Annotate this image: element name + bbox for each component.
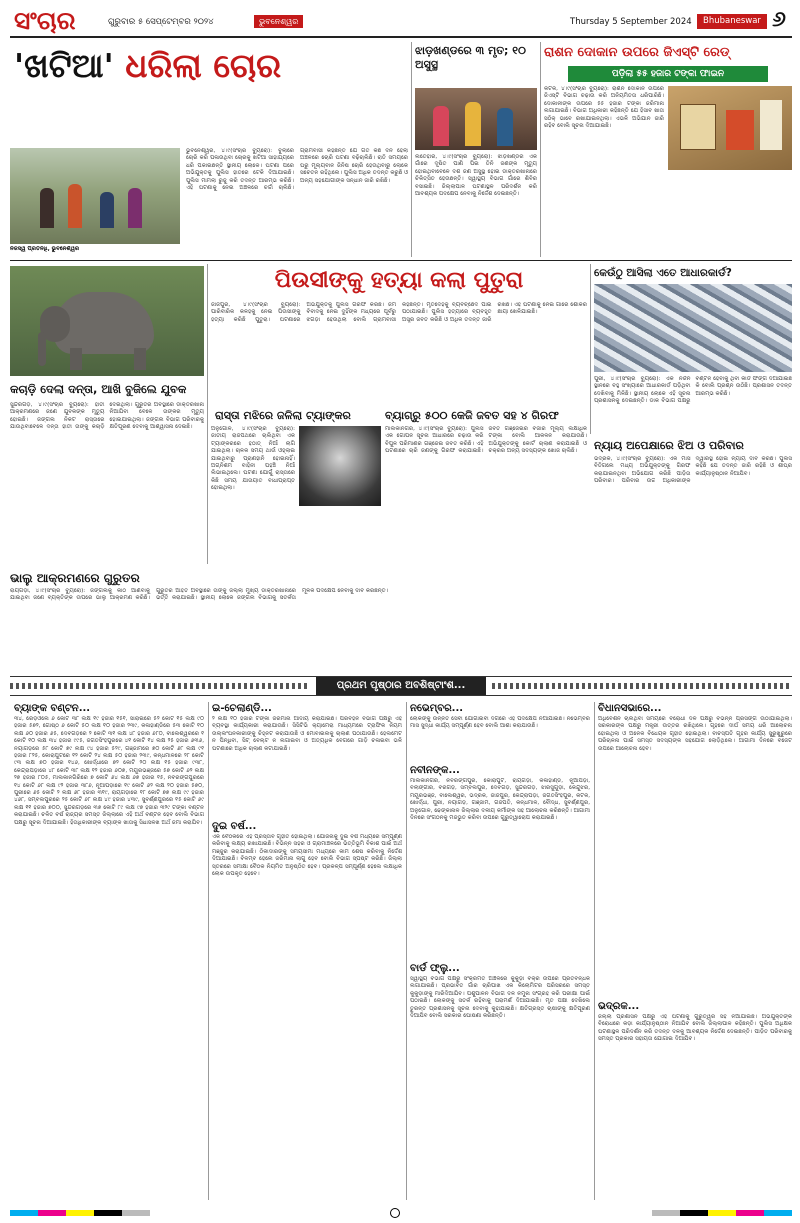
tanker-headline: ରାସ୍ତା ମଝିରେ ଜଳିଲା ଟ୍ୟାଙ୍କର	[215, 409, 351, 422]
reg-bar-left	[10, 1210, 150, 1216]
story-justice	[594, 436, 792, 568]
murder-headline: ପିଉସୀଙ୍କୁ ହତ୍ୟା କଲା ପୁତୁରା	[274, 268, 524, 293]
khatia-headline	[14, 44, 281, 88]
story-bear	[10, 570, 588, 640]
story-elephant	[10, 264, 204, 568]
continuation-col3	[410, 702, 590, 1200]
justice-headline: ନ୍ୟାୟ ଅପେକ୍ଷାରେ ଝିଅ ଓ ପରିବାର	[594, 439, 744, 452]
col3-body3: ସ୍ୱାସ୍ଥ୍ୟ ବିଭାଗ ପକ୍ଷରୁ ସଂକ୍ରମିତ ଅଞ୍ଚଳରେ କୁକୁଡ଼ା ବିକ୍ରି ଉପରେ ପ୍ରତିବନ୍ଧକ ଲଗାଯାଇଛି। ପ୍ରଭାବିତ ଗାଁର ଚାରିପାଖ ଏକ କିଲୋମିଟର ପରିସରରେ ସମସ୍ତ କୁକୁଡ଼ାଙ୍କୁ ମାରିଦିଆଯିବ। ପଶୁପାଳନ ବିଭାଗ ଦଳ ନମୁନା ସଂଗ୍ରହ କରି ପରୀକ୍ଷା ପାଇଁ ପଠାଇଛି। ଲୋକଙ୍କୁ ସତର୍କ ରହିବାକୁ ପରାମର୍ଶ ଦିଆଯାଇଛି। ମୃତ ପକ୍ଷୀ ଦେଖିଲେ ତୁରନ୍ତ ପ୍ରଶାସନକୁ ସୂଚନା ଦେବାକୁ କୁହାଯାଇଛି। କ୍ଷତିଗ୍ରସ୍ତ ଚାଷୀଙ୍କୁ କ୍ଷତିପୂରଣ ଦିଆଯିବ ବୋଲି ସରକାର ଘୋଷଣା କରିଛନ୍ତି।	[410, 976, 590, 1020]
col2-body2: ଏକ ବୈଠକରେ ଏହି ପ୍ରସ୍ତାବ ଗୃହୀତ ହୋଇଥିଲା। ଯୋଜନାକୁ ଦୁଇ ବର୍ଷ ମଧ୍ୟରେ ସମ୍ପୂର୍ଣ୍ଣ କରିବାକୁ ଲକ୍ଷ୍ୟ ରଖାଯାଇଛି। ବିଭିନ୍ନ ସହର ଓ ଗ୍ରାମାଞ୍ଚଳରେ ଭିତ୍ତିଭୂମି ବିକାଶ ପାଇଁ ଅର୍ଥ ମଞ୍ଜୁର କରାଯାଇଛି। ଠିକାଦାରଙ୍କୁ ସମୟସୀମା ମଧ୍ୟରେ କାମ ଶେଷ କରିବାକୁ ନିର୍ଦ୍ଦେଶ ଦିଆଯାଇଛି। ବିଳମ୍ବ ହେଲେ ଜରିମାନା ଲାଗୁ ହେବ ବୋଲି ବିଭାଗ ସ୍ପଷ୍ଟ କରିଛି। ଜିଲ୍ଲା ସ୍ତରରେ ସମୀକ୍ଷା ବୈଠକ ନିୟମିତ ଅନୁଷ୍ଠିତ ହେବ। ପ୍ରକଳ୍ପ ସମ୍ପୂର୍ଣ୍ଣ ହେଲେ ଲକ୍ଷାଧିକ ଲୋକ ଉପକୃତ ହେବେ।	[212, 834, 402, 878]
page-number: ୬	[772, 7, 786, 32]
story-murder	[211, 264, 587, 404]
col3-body2: ମାଲକାନଗିରି, ନବରଙ୍ଗପୁର, କୋରାପୁଟ, ରାୟଗଡ଼ା, କଳାହାଣ୍ଡି, ନୂଆପଡ଼ା, ବଲାଙ୍ଗୀର, ବରଗଡ଼, ସମ୍ବଲପୁର, ଦେବଗଡ଼, ସୁନ୍ଦରଗଡ଼, ଝାରସୁଗୁଡ଼ା, କେନ୍ଦୁଝର, ମୟୂରଭଞ୍ଜ, ବାଲେଶ୍ୱର, ଭଦ୍ରକ, ଜାଜପୁର, କେନ୍ଦ୍ରାପଡ଼ା, ଜଗତସିଂହପୁର, କଟକ, ଖୋର୍ଦ୍ଧା, ପୁରୀ, ନୟାଗଡ଼, ଗଞ୍ଜାମ, ଗଜପତି, କନ୍ଧମାଳ, ବୌଦ୍ଧ, ସୁବର୍ଣ୍ଣପୁର, ଅନୁଗୋଳ, ଢେଙ୍କାନାଳ ଜିଲ୍ଲାର ଦଳୀୟ କର୍ମୀଙ୍କ ସହ ଆଲୋଚନା କରିଛନ୍ତି। ଆଗାମୀ ଦିନରେ ସଂଗଠନକୁ ମଜଭୁତ କରିବା ଉପରେ ଗୁରୁତ୍ୱାରୋପ କରାଯାଇଛି।	[410, 778, 590, 822]
col2-head2: ଦୁଇ ବର୍ଷ...	[212, 821, 257, 832]
masthead-logo: ସଂଚାର	[14, 6, 76, 35]
story-jharkhand	[415, 42, 537, 257]
tanker-photo	[299, 426, 381, 506]
khatia-headline-rest: ଧରିଲା ଚୋର	[125, 46, 282, 85]
murder-body: ଜାଜପୁର, ୪।୯(ସଂଚାର ବ୍ୟୁରୋ): ପାରିବାରିକ କଳହକୁ ନେଇ ପିଉସୀଙ୍କୁ ହତ୍ୟା କରିଛି ପୁତୁରା। ଘଟଣାରେ ଅଭିଯୁକ୍ତକୁ ପୁଲିସ ଗିରଫ କରିଛି। ଜମି ବିବାଦକୁ ନେଇ ଦୁହିଁଙ୍କ ମଧ୍ୟରେ ପୂର୍ବରୁ ଝଗଡ଼ା ହେଉଥିଲା ବୋଲି ଗ୍ରାମବାସୀ କହିଛନ୍ତି। ମୃତଦେହକୁ ବ୍ୟବଚ୍ଛେଦ ପାଇଁ ପଠାଯାଇଛି। ପୁଲିସ ହତ୍ୟାରେ ବ୍ୟବହୃତ ଅସ୍ତ୍ର ଜବତ କରିଛି ଓ ଅଧିକ ତଦନ୍ତ ଜାରି ରଖିଛି। ଏହି ଘଟଣାକୁ ନେଇ ଗାଁରେ ଶୋକର ଛାୟା ଖେଳିଯାଇଛି।	[211, 302, 587, 323]
story-ration	[544, 42, 792, 257]
story-khatia	[10, 42, 408, 257]
jharkhand-photo	[415, 88, 537, 150]
aadhaar-photo	[594, 284, 792, 372]
col2-body: ୨ ଲକ୍ଷ ୧୦ ହଜାର ଟଙ୍କା ଜରିମାନା ଆଦାୟ କରାଯାଇଛି। ପରିବହନ ବିଭାଗ ପକ୍ଷରୁ ଏହି ବ୍ୟବସ୍ଥା କାର୍ଯ୍ୟକାରୀ କରାଯାଉଛି। ସିସିଟିଭି କ୍ୟାମେରା ମାଧ୍ୟମରେ ଟ୍ରାଫିକ ନିୟମ ଉଲ୍ଲଂଘନକାରୀଙ୍କୁ ଚିହ୍ନଟ କରାଯାଉଛି ଓ ମୋବାଇଲକୁ ଚାଲାଣ ପଠାଯାଉଛି। ହେଲମେଟ ନ ପିନ୍ଧିବା, ସିଟ୍ ବେଲ୍ଟ ନ ଲଗାଇବା ଓ ଅତ୍ୟଧିକ ବେଗରେ ଗାଡ଼ି ଚଳାଇବା ଭଳି ଘଟଣାରେ ଅଧିକ ଚାଲାଣ କଟାଯାଇଛି।	[212, 716, 402, 752]
col3-head: ନଭେମ୍ବର...	[410, 703, 464, 714]
ganja-headline: ବ୍ୟାଗ୍‌ରୁ ୫୦୦ କେଜି ଜବତ ସହ ୪ ଗିରଫ	[385, 409, 559, 422]
elephant-body: ସୁନ୍ଦରଗଡ଼, ୪।୯(ସଂଚାର ବ୍ୟୁରୋ): ହାତୀ ଆକ୍ରମଣରେ ଜଣେ ଯୁବକଙ୍କ ମୃତ୍ୟୁ ହୋଇଛି। ଜଙ୍ଗଲ ନିକଟ ରାସ୍ତାରେ ଯାଉଥିବାବେଳେ ଦନ୍ତା ହାତୀ ତାଙ୍କୁ କଚାଡ଼ି ଦେଇଥିଲା। ଗୁରୁତର ଅବସ୍ଥାରେ ଡାକ୍ତରଖାନା ନିଆଯିବା ବେଳେ ତାଙ୍କର ମୃତ୍ୟୁ ହୋଇଯାଇଥିଲା। ଜଙ୍ଗଲ ବିଭାଗ ପରିବାରକୁ କ୍ଷତିପୂରଣ ଦେବାକୁ ଆଶ୍ୱାସନା ଦେଇଛି।	[10, 402, 204, 431]
ganja-body: ମାଲକାନଗିରି, ୪।୯(ସଂଚାର ବ୍ୟୁରୋ): ପୁଲିସ ଏକ ଗୋପନ ସୂଚନା ଆଧାରରେ ଚଢ଼ାଉ କରି ବିପୁଳ ପରିମାଣର ଗଞ୍ଜେଇ ଜବତ କରିଛି। ଏହି ଘଟଣାରେ ଚାରି ଜଣଙ୍କୁ ଗିରଫ କରାଯାଇଛି। ଜବତ ଗଞ୍ଜେଇର ବଜାର ମୂଲ୍ୟ ଲକ୍ଷାଧିକ ଟଙ୍କା ବୋଲି ଆକଳନ କରାଯାଉଛି। ଅଭିଯୁକ୍ତଙ୍କୁ କୋର୍ଟ ଚାଲାଣ କରାଯାଇଛି ଓ ଚକ୍ରର ଅନ୍ୟ ସଦସ୍ୟଙ୍କ ଖୋଜ ଚାଲିଛି।	[385, 426, 587, 455]
continuation-col1	[14, 702, 204, 1200]
aadhaar-headline: କେଉଁଠୁ ଆସିଲା ଏତେ ଆଧାରକାର୍ଡ?	[594, 267, 732, 279]
continuation-col4	[598, 702, 792, 1200]
jharkhand-body: ଲତେହାର, ୪।୯(ସଂଚାର ବ୍ୟୁରୋ): ଝାଡ଼ଖଣ୍ଡର ଏକ ଗାଁରେ ଦୂଷିତ ପାଣି ପିଇ ତିନି ଜଣଙ୍କ ମୃତ୍ୟୁ ହୋଇଥିବାବେଳେ ଦଶ ଜଣ ଅସୁସ୍ଥ ହୋଇ ଡାକ୍ତରଖାନାରେ ଚିକିତ୍ସିତ ହେଉଛନ୍ତି। ସ୍ୱାସ୍ଥ୍ୟ ବିଭାଗ ଗାଁରେ ଶିବିର ବସାଇଛି। ଜିଲ୍ଲାପାଳ ଘଟଣାସ୍ଥଳ ପରିଦର୍ଶନ କରି ଆବଶ୍ୟକ ପଦକ୍ଷେପ ନେବାକୁ ନିର୍ଦ୍ଦେଶ ଦେଇଛନ୍ତି।	[415, 154, 537, 198]
reg-bar-right	[652, 1210, 792, 1216]
elephant-photo	[10, 266, 204, 376]
aadhaar-body: ପୁରୀ, ୪।୯(ସଂଚାର ବ୍ୟୁରୋ): ଏକ ନିର୍ଜନ ସ୍ଥାନରେ ବହୁ ସଂଖ୍ୟାରେ ଆଧାରକାର୍ଡ ପଡ଼ିଥିବା ଦେଖିବାକୁ ମିଳିଛି। ସ୍ଥାନୀୟ ଲୋକେ ଏହି ସୂଚନା ପ୍ରଶାସନକୁ ଦେଇଛନ୍ତି। ଡାକ ବିଭାଗ ପକ୍ଷରୁ ବଣ୍ଟନ ହେବାକୁ ଥିବା କାର୍ଡ ଫିଙ୍ଗି ଦିଆଯାଇଛି କି ବୋଲି ପ୍ରଶ୍ନ ଉଠିଛି। ପ୍ରଶାସନ ତଦନ୍ତ ଆରମ୍ଭ କରିଛି।	[594, 376, 792, 405]
col4-head: ବିଧାନସଭାରେ...	[598, 703, 662, 714]
tanker-body: ଅନୁଗୋଳ, ୪।୯(ସଂଚାର ବ୍ୟୁରୋ): ଜାତୀୟ ରାଜପଥରେ ଚାଲିଥିବା ଏକ ଟ୍ୟାଙ୍କରରେ ହଠାତ୍ ନିଆଁ ଲାଗି ଯାଇଥିଲା। ଚାଳକ ସମୟ ଥାଉଁ ଓହ୍ଲାଇ ଯାଇଥିବାରୁ ପ୍ରାଣହାନି ହୋଇନାହିଁ। ଅଗ୍ନିଶମ ବାହିନୀ ପହଞ୍ଚି ନିଆଁ ଲିଭାଇଥିଲେ। ଘଟଣା ଯୋଗୁଁ ରାସ୍ତାରେ କିଛି ସମୟ ଯାତାୟାତ ବାଧାପ୍ରାପ୍ତ ହୋଇଥିଲା।	[211, 426, 295, 492]
col1-body: ୩୪, ରେଡ଼ିଓଲେ ୬ କୋଟି ୩୮ ଲକ୍ଷ ୧୯ ହଜାର ୧୫୧, ସାରାଇରେ ୫୨ କୋଟି ୧୫ ଲକ୍ଷ ୯୦ ହଜାର ୫୭୨, ଗୋଷ୍ଠ ୬ କୋଟି ୫୦ ଲକ୍ଷ ୧୦ ହଜାର ୨୩୯, କଳାହାଣ୍ଡିରେ ୫୩ କୋଟି ୧୦ ଲକ୍ଷ ୬୦ ହଜାର ୬୫, ଦେବଗଡ଼ରେ ୨ କୋଟି ୩୧ ଲକ୍ଷ ୪୮ ହଜାର ୬୮୦, ବାଲେଶ୍ୱରରେ ୧ କୋଟି ୧୦ ଲକ୍ଷ ୩୪ ହଜାର ୯୯୫, ଜଗତସିଂହପୁରରେ ୪୧ କୋଟି ୧୪ ଲକ୍ଷ ୨୫ ହଜାର ୬୩୬, ନୟାଗଡ଼ରେ ୫୮ କୋଟି ୭୯ ଲକ୍ଷ ୯୪ ହଜାର ୫୨୯, ଗଞ୍ଜାମରେ ୭୦ କୋଟି ୬୮ ଲକ୍ଷ ୯୧ ହଜାର ୮୨୫, କୋରାପୁଟରେ ୧୨ କୋଟି ୨୪ ଲକ୍ଷ ୫୦ ହଜାର ୨୩୯, କନ୍ଧମାଳରେ ୨୮ କୋଟି ୯୩ ଲକ୍ଷ ୭୦ ହଜାର ୧୪୬, ଖୋର୍ଦ୍ଧାରେ ୭୨ କୋଟି ୨୦ ଲକ୍ଷ ୧୫ ହଜାର ୯୩୮, କେନ୍ଦ୍ରାପଡ଼ାରେ ୪୮ କୋଟି ୩୮ ଲକ୍ଷ ୧୨ ହଜାର ୬୦୭, ମୟୂରଭଞ୍ଜରେ ୫୭ କୋଟି ୬୨ ଲକ୍ଷ ୨୭ ହଜାର ୮୦୫, ମାଲକାନଗିରିରେ ୭ କୋଟି ୬୪ ଲକ୍ଷ ୬୭ ହଜାର ୧୫, ନବରଙ୍ଗପୁରରେ ୧୪ କୋଟି ୬୮ ଲକ୍ଷ ୯୨ ହଜାର ୩୮୬, ନୂଆପଡ଼ାରେ ୧୯ କୋଟି ୬୨ ଲକ୍ଷ ୨୦ ହଜାର ୫୭୦, ପୁରୀରେ ୬୫ କୋଟି ୨ ଲକ୍ଷ ୬୮ ହଜାର ୩୧୯, ରାୟଗଡ଼ାରେ ୧୮ କୋଟି ୭୭ ଲକ୍ଷ ୯୯ ହଜାର ୪୬୮, ସମ୍ବଲପୁରରେ ୨୫ କୋଟି ୬୮ ଲକ୍ଷ ୪୯ ହଜାର ୪୩୯, ସୁବର୍ଣ୍ଣପୁରରେ ୧୫ କୋଟି ୬୯ ଲକ୍ଷ ୧୧ ହଜାର ୭୦୦, ସୁନ୍ଦରଗଡ଼ରେ ୩୭ କୋଟି ୮୯ ଲକ୍ଷ ୯୭ ହଜାର ୩୨୯ ଟଙ୍କା ବଣ୍ଟନ କରାଯାଇଛି। ଚଳିତ ବର୍ଷ ରାଜ୍ୟର ସମସ୍ତ ଜିଲ୍ଲାରେ ଏହି ଅର୍ଥ ବଣ୍ଟନ ହେବ ବୋଲି ବିଭାଗ ପକ୍ଷରୁ ସୂଚନା ଦିଆଯାଇଛି। ହିତାଧିକାରୀଙ୍କ ବ୍ୟାଙ୍କ ଖାତାକୁ ସିଧାସଳଖ ଅର୍ଥ ଜମା କରାଯିବ।	[14, 716, 204, 826]
masthead-city-badge: ଭୁବନେଶ୍ୱର	[254, 15, 303, 28]
bear-headline: ଭାଲୁ ଆକ୍ରମଣରେ ଗୁରୁତର	[10, 571, 140, 585]
col3-head3: ବାର୍ଡ ଫ୍ଲୁ...	[410, 963, 460, 974]
khatia-headline-quoted: 'ଖଟିଆ'	[14, 46, 114, 85]
ration-body-cont	[668, 174, 792, 256]
col4-head2: ଭଦ୍ରକ...	[598, 1001, 640, 1012]
jharkhand-headline: ଝାଡ଼ଖଣ୍ଡରେ ୩ ମୃତ; ୧୦ ଅସୁସ୍ଥ	[415, 44, 526, 71]
masthead	[10, 6, 792, 38]
col3-head2: ନବୀନଙ୍କ...	[410, 765, 460, 776]
continuation-banner	[10, 676, 792, 696]
col4-body2: ଜିଲ୍ଲା ପ୍ରଶାସନ ପକ୍ଷରୁ ଏହି ଘଟଣାକୁ ଗୁରୁତ୍ୱର ସହ ନିଆଯାଇଛି। ଅଭିଯୁକ୍ତଙ୍କ ବିରୋଧରେ କଡ଼ା କାର୍ଯ୍ୟାନୁଷ୍ଠାନ ନିଆଯିବ ବୋଲି ଜିଲ୍ଲାପାଳ କହିଛନ୍ତି। ପୁଲିସ ଅଧିକ୍ଷକ ଘଟଣାସ୍ଥଳ ପରିଦର୍ଶନ କରି ତଦନ୍ତ ଦଳକୁ ଆବଶ୍ୟକ ନିର୍ଦ୍ଦେଶ ଦେଇଛନ୍ତି। ପୀଡ଼ିତ ପରିବାରକୁ ସମସ୍ତ ପ୍ରକାର ସହାୟତା ଯୋଗାଇ ଦିଆଯିବ।	[598, 1014, 792, 1043]
khatia-photo	[10, 148, 180, 244]
registration-marks	[10, 1208, 792, 1218]
ration-subhead: ପଡ଼ିଲା ୫୫ ହଜାର ଟଙ୍କା ଫାଇନ	[568, 66, 768, 82]
col1-head: ବ୍ୟାଙ୍କ ବଣ୍ଟନ...	[14, 703, 91, 714]
col2-head: ଇ-ଚେଲାଣ୍ଡି...	[212, 703, 272, 714]
elephant-headline: କଚାଡ଼ି ଦେଲା ଦନ୍ତା, ଆଖି ବୁଜିଲେ ଯୁବକ	[10, 382, 187, 396]
col4-body: ଅଧିବେଶନ ଚାଲିଥିବା ସମୟରେ ବିରୋଧୀ ଦଳ ପକ୍ଷରୁ ବିଭିନ୍ନ ପ୍ରସଙ୍ଗ ଉଠାଯାଇଥିଲା। ସରକାରଙ୍କ ପକ୍ଷରୁ ମନ୍ତ୍ରୀ ଉତ୍ତର ରଖିଥିଲେ। ଗୃହରେ ଦୀର୍ଘ ସମୟ ଧରି ଆଲୋଚନା ହୋଇଥିଲା ଓ ଅନେକ ବିଧେୟକ ଗୃହୀତ ହୋଇଥିଲା। ବାଚସ୍ପତି ଗୃହର କାର୍ଯ୍ୟ ସୁରୁଖୁରୁରେ ପରିଚାଳନା ପାଇଁ ସମସ୍ତ ସଦସ୍ୟଙ୍କ ସହଯୋଗ ଲୋଡ଼ିଥିଲେ। ଆଗାମୀ ଦିନରେ ବଜେଟ ଉପରେ ଆଲୋଚନା ହେବ।	[598, 716, 792, 752]
banner-stripe-right	[492, 683, 792, 689]
story-aadhaar	[594, 264, 792, 434]
masthead-city-english: Bhubaneswar	[697, 14, 767, 29]
banner-stripe-left	[10, 683, 310, 689]
continuation-col2	[212, 702, 402, 1200]
reg-dot-center	[390, 1208, 400, 1218]
story-tanker	[211, 406, 381, 564]
story-ganja	[385, 406, 587, 564]
ration-headline: ରାଶନ ଦୋକାନ ଉପରେ ଜିଏସ୍‌ଟି ରେଡ୍‌	[544, 45, 730, 60]
bear-body: ରାୟଗଡ଼ା, ୪।୯(ସଂଚାର ବ୍ୟୁରୋ): ଜଙ୍ଗଲକୁ କାଠ ଆଣିବାକୁ ଯାଇଥିବା ଜଣେ ବ୍ୟକ୍ତିଙ୍କ ଉପରେ ଭାଲୁ ଆକ୍ରମଣ କରିଛି। ଗୁରୁତର ଆହତ ଅବସ୍ଥାରେ ତାଙ୍କୁ ଜିଲ୍ଲା ମୁଖ୍ୟ ଡାକ୍ତରଖାନାରେ ଭର୍ତ୍ତି କରାଯାଇଛି। ସ୍ଥାନୀୟ ଲୋକେ ଜଙ୍ଗଲ ବିଭାଗକୁ ସତର୍କତା ମୂଳକ ପଦକ୍ଷେପ ନେବାକୁ ଦାବି କରିଛନ୍ତି।	[10, 588, 389, 602]
khatia-body: ଭୁବନେଶ୍ୱର, ୪।୯(ସଂଚାର ବ୍ୟୁରୋ): ବୁଲାରେ ଚୋରି କରି ପଳାଉଥିବା ଚୋରକୁ ଖଟିଆ ସାହାଯ୍ୟରେ ଧରି ପକାଇଛନ୍ତି ସ୍ଥାନୀୟ ଲୋକେ। ଘଟଣା ପରେ ଅଭିଯୁକ୍ତକୁ ପୁଲିସ ହାତରେ ଟେକି ଦିଆଯାଇଛି। ପୁଲିସ ମାମଲା ରୁଜୁ କରି ତଦନ୍ତ ଆରମ୍ଭ କରିଛି। ଏହି ଘଟଣାକୁ ନେଇ ଅଞ୍ଚଳରେ ଚର୍ଚ୍ଚା ଚାଲିଛି। ଗ୍ରାମବାସୀ କହିଛନ୍ତି ଯେ ଗତ କିଛି ଦିନ ହେଲା ଅଞ୍ଚଳରେ ଚୋରି ଘଟଣା ବଢ଼ିଚାଲିଛି। ରାତି ସମୟରେ ଘରୁ ମୂଲ୍ୟବାନ ଜିନିଷ ଚୋରି ହେଉଥିବାରୁ ଲୋକେ ସଚେତନ ରହିଥିଲେ। ପୁଲିସ ଅଧିକ ତଦନ୍ତ କରୁଛି ଓ ଅନ୍ୟ ସହଯୋଗୀଙ୍କ ସନ୍ଧାନ ଜାରି ରଖିଛି।	[186, 148, 408, 192]
masthead-odia-date: ଗୁରୁବାର ୫ ସେପ୍ଟେମ୍ବର ୨୦୨୪	[108, 17, 214, 27]
col3-body: ଲୋକଙ୍କୁ ଉନ୍ନତ ସେବା ଯୋଗାଇବା ଦିଗରେ ଏହି ପଦକ୍ଷେପ ନିଆଯାଇଛି। ନଭେମ୍ବର ମାସ ସୁଦ୍ଧା କାର୍ଯ୍ୟ ସମ୍ପୂର୍ଣ୍ଣ ହେବ ବୋଲି ଆଶା କରାଯାଉଛି।	[410, 716, 590, 730]
ration-photo	[668, 86, 792, 170]
banner-text: ପ୍ରଥମ ପୃଷ୍ଠାର ଅବଶିଷ୍ଟାଂଶ...	[316, 677, 486, 695]
ration-body: କଟକ, ୪।୯(ସଂଚାର ବ୍ୟୁରୋ): ରାଶନ ଦୋକାନ ଉପରେ ଜିଏସ୍‌ଟି ବିଭାଗ ଚଢ଼ାଉ କରି ଅନିୟମିତତା ଧରିପାରିଛି। ଦୋକାନୀଙ୍କ ଉପରେ ୫୫ ହଜାର ଟଙ୍କା ଜରିମାନା ଲଗାଯାଇଛି। ବିଭାଗ ଅଧିକାରୀ କହିଛନ୍ତି ଯେ ହିସାବ ଖାତା ସଠିକ୍ ଭାବେ ରଖାଯାଇନଥିଲା। ଏଭଳି ଅଭିଯାନ ଜାରି ରହିବ ବୋଲି ସୂଚନା ଦିଆଯାଇଛି।	[544, 86, 664, 130]
khatia-caption: ନିଜସ୍ୱ ପ୍ରତିନିଧି, ଭୁବନେଶ୍ୱର	[10, 246, 80, 252]
justice-body: ଭଦ୍ରକ, ୪।୯(ସଂଚାର ବ୍ୟୁରୋ): ଏକ ମାସ ବିତିଗଲେ ମଧ୍ୟ ଅଭିଯୁକ୍ତଙ୍କୁ ଗିରଫ କରାଯାଇନଥିବା ଅଭିଯୋଗ କରିଛି ପୀଡ଼ିତା ପରିବାର। ପରିବାର ଉଚ୍ଚ ଅଧିକାରୀଙ୍କ ଦ୍ୱାରସ୍ଥ ହୋଇ ନ୍ୟାୟ ଦାବି କରିଛି। ପୁଲିସ କହିଛି ଯେ ତଦନ୍ତ ଜାରି ରହିଛି ଓ ଶୀଘ୍ର କାର୍ଯ୍ୟାନୁଷ୍ଠାନ ନିଆଯିବ।	[594, 456, 792, 485]
masthead-english-date: Thursday 5 September 2024	[570, 17, 692, 27]
